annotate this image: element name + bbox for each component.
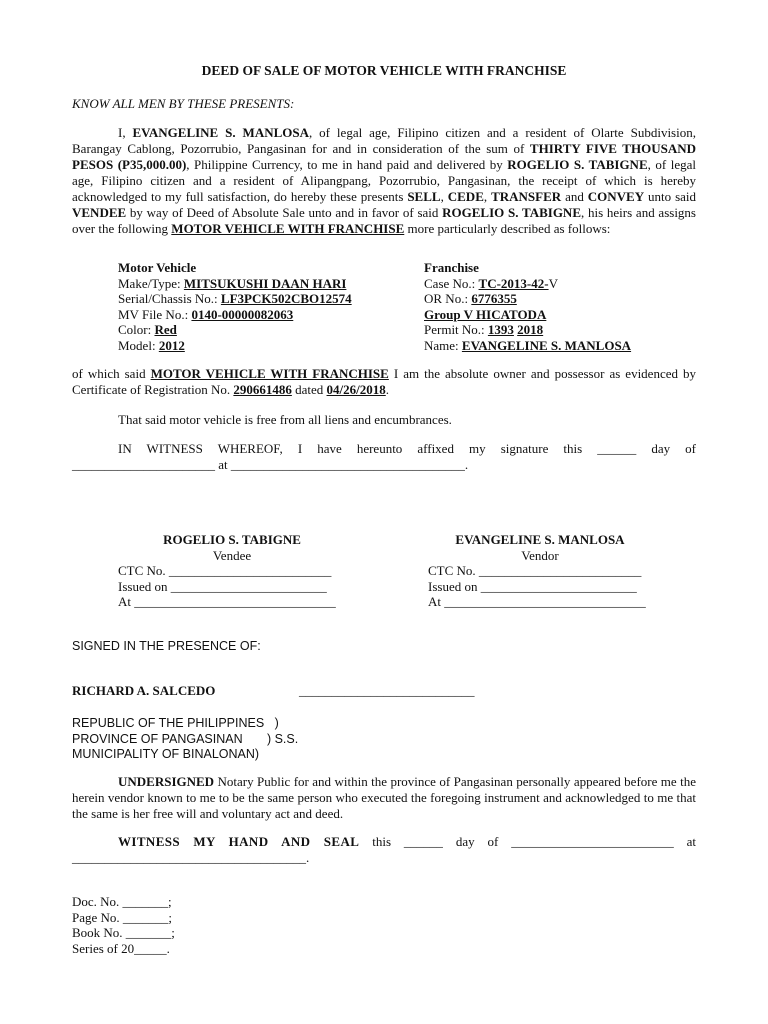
vendee-ctc: CTC No. _________________________ — [118, 563, 332, 578]
notarial-register — [72, 894, 175, 956]
paragraph-liens: That said motor vehicle is free from all liens and encumbrances. — [118, 412, 452, 427]
presence-heading: SIGNED IN THE PRESENCE OF: — [72, 639, 261, 653]
vendor-at: At _______________________________ — [428, 594, 646, 609]
vendor-name: EVANGELINE S. MANLOSA — [455, 532, 625, 547]
vendor-ctc: CTC No. _________________________ — [428, 563, 642, 578]
group: Group V HICATODA — [424, 306, 547, 322]
vendee-at: At _______________________________ — [118, 594, 336, 609]
paragraph-witness-line2: ______________________ at ____________________________________. — [72, 457, 469, 472]
witness-name: RICHARD A. SALCEDO — [72, 683, 216, 698]
color: Color: Red — [118, 322, 177, 337]
model: Model: 2012 — [118, 337, 185, 353]
motor-vehicle-details — [118, 260, 352, 353]
paragraph-witness-line1: IN WITNESS WHEREOF, I have hereunto affixed my signature this ______ day of — [118, 441, 696, 456]
vendee-signature-block — [118, 532, 346, 610]
vendor-signature-block — [428, 532, 652, 610]
venue-municipality: MUNICIPALITY OF BINALONAN) — [72, 747, 260, 761]
franchise-heading: Franchise — [424, 260, 479, 275]
venue-province: PROVINCE OF PANGASINAN ) S.S. — [72, 731, 299, 746]
series: Series of 20_____. — [72, 940, 170, 956]
intro-line: KNOW ALL MEN BY THESE PRESENTS: — [72, 96, 295, 111]
notary-paragraph: UNDERSIGNED Notary Public for and within the province of Pangasinan personally appeared before me the herein vendor known to me to be the same person who executed the foregoing instrument and acknowledged to me that the same is her free will and voluntary act and deed. — [72, 774, 696, 821]
venue-republic: REPUBLIC OF THE PHILIPPINES ) — [72, 716, 279, 730]
case-no: Case No.: TC-2013-42-V — [424, 275, 558, 291]
book-no: Book No. _______; — [72, 925, 175, 940]
doc-no: Doc. No. _______; — [72, 894, 172, 909]
document-title: DEED OF SALE OF MOTOR VEHICLE WITH FRANCHISE — [201, 63, 567, 78]
serial-chassis: Serial/Chassis No.: LF3PCK502CBO12574 — [118, 291, 352, 306]
witness-hand-line1: WITNESS MY HAND AND SEAL this ______ day of _________________________ at — [118, 834, 697, 849]
make-type: Make/Type: MITSUKUSHI DAAN HARI — [118, 275, 347, 291]
vendee-name: ROGELIO S. TABIGNE — [163, 532, 301, 547]
permit-no: Permit No.: 1393 2018 — [424, 322, 544, 337]
vendee-issued: Issued on ________________________ — [118, 578, 327, 594]
paragraph-ownership: of which said MOTOR VEHICLE WITH FRANCHISE I am the absolute owner and possessor as evidenced by Certificate of Registration No. 290661486 dated 04/26/2018. — [72, 366, 696, 397]
mv-file: MV File No.: 0140-00000082063 — [118, 306, 294, 322]
franchise-name: Name: EVANGELINE S. MANLOSA — [424, 337, 632, 353]
page-no: Page No. _______; — [72, 909, 173, 925]
vendor-role: Vendor — [521, 547, 559, 563]
venue-block — [72, 715, 298, 762]
vendee-role: Vendee — [212, 547, 252, 563]
vendor-issued: Issued on ________________________ — [428, 578, 637, 594]
paragraph-sale: I, EVANGELINE S. MANLOSA, of legal age, Filipino citizen and a resident of Olarte Subdivision, Barangay Cablong, Pozorrubio, Pangasinan for and in consideration of the sum of THIRTY FIVE THOUSAND PESOS (P35,000.00), Philippine Currency, to me in hand paid and delivered by ROGELIO S. TABIGNE, of legal age, Filipino citizen and a resident of Alipangpang, Pozorrubio, Pangasinan, the receipt of which is hereby acknowledged to my full satisfaction, do hereby these presents SELL, CEDE, TRANSFER and CONVEY unto said VENDEE by way of Deed of Absolute Sale unto and in favor of said ROGELIO S. TABIGNE, his heirs and assigns over the following MOTOR VEHICLE WITH FRANCHISE more particularly described as follows: — [72, 125, 697, 236]
or-no: OR No.: 6776355 — [424, 291, 517, 306]
vehicle-heading: Motor Vehicle — [118, 260, 197, 275]
witness-hand-line2: ____________________________________. — [72, 850, 310, 865]
witness-signature-line: ___________________________ — [299, 683, 475, 698]
franchise-details — [424, 260, 631, 353]
